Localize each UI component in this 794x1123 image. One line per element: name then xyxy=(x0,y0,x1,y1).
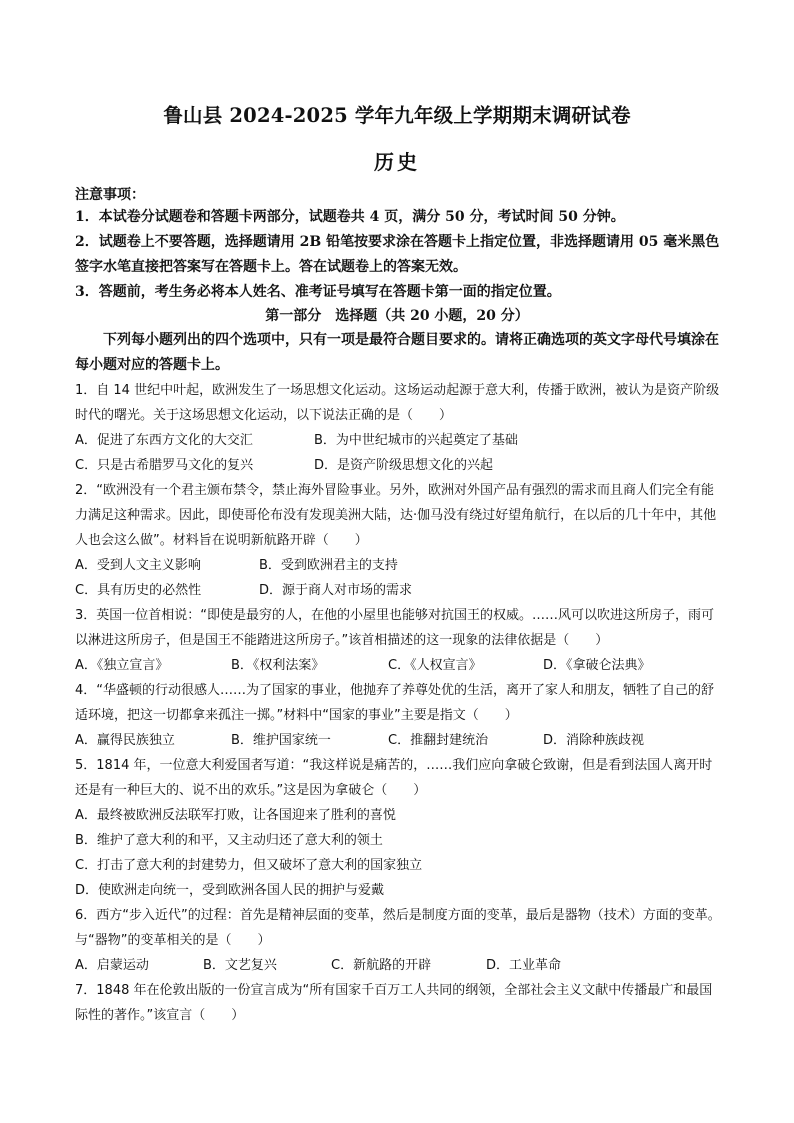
option-c: C．具有历史的必然性 xyxy=(75,583,202,598)
question-4-stem: 4．“华盛顿的行动很感人……为了国家的事业，他抛弃了养尊处优的生活，离开了家人和朋友，牺牲了自己的舒适环境，把这一切都拿来孤注一掷。”材料中“国家的事业”主要是指文（ ） xyxy=(75,683,715,723)
option-c: C．只是古希腊罗马文化的复兴 xyxy=(75,458,254,473)
question-2-stem: 2．“欧洲没有一个君主颁布禁令，禁止海外冒险事业。另外，欧洲对外国产品有强烈的需求而且商人们完全有能力满足这种需求。因此，即使哥伦布没有发现美洲大陆，达·伽马没有绕过好望角航行，在以后的几十年中，其他人也会这么做”。材料旨在说明新航路开辟（ ） xyxy=(75,483,717,548)
notes-heading: 注意事项： xyxy=(75,187,145,203)
option-a: A．启蒙运动 xyxy=(75,958,149,973)
question-5-option-c: C．打击了意大利的封建势力，但又破坏了意大利的国家独立 xyxy=(75,858,423,873)
question-7-stem: 7．1848 年在伦敦出版的一份宣言成为“所有国家千百万工人共同的纲领，全部社会主义文献中传播最广和最国际性的著作。”该宣言（ ） xyxy=(75,983,713,1023)
option-a: A．促进了东西方文化的大交汇 xyxy=(75,433,253,448)
note-item: 1．本试卷分试题卷和答题卡两部分，试题卷共 4 页，满分 50 分，考试时间 50 分钟。 xyxy=(75,209,625,225)
exam-title: 鲁山县 2024-2025 学年九年级上学期期末调研试卷 xyxy=(163,104,631,127)
subject-title: 历史 xyxy=(374,150,420,174)
option-c: C．新航路的开辟 xyxy=(331,958,432,973)
question-5-stem: 5．1814 年，一位意大利爱国者写道：“我这样说是痛苦的，……我们应向拿破仑致谢，但是看到法国人离开时还是有一种巨大的、说不出的欢乐。”这是因为拿破仑（ ） xyxy=(75,758,713,798)
note-item: 2．试题卷上不要答题，选择题请用 2B 铅笔按要求涂在答题卡上指定位置，非选择题请用 05 毫米黑色签字水笔直接把答案写在答题卡上。答在试题卷上的答案无效。 xyxy=(75,234,720,275)
option-d: D．《拿破仑法典》 xyxy=(543,658,651,673)
option-c: C．推翻封建统治 xyxy=(388,733,489,748)
option-c: C．《人权宣言》 xyxy=(388,658,482,673)
note-item: 3．答题前，考生务必将本人姓名、准考证号填写在答题卡第一面的指定位置。 xyxy=(75,284,561,300)
option-a: A．《独立宣言》 xyxy=(75,658,169,673)
option-b: B．受到欧洲君主的支持 xyxy=(259,558,398,573)
option-b: B．文艺复兴 xyxy=(203,958,277,973)
option-b: B．为中世纪城市的兴起奠定了基础 xyxy=(314,433,518,448)
option-d: D．是资产阶级思想文化的兴起 xyxy=(314,458,494,473)
section-header: 第一部分 选择题（共 20 小题，20 分） xyxy=(265,308,529,324)
option-d: D．源于商人对市场的需求 xyxy=(259,583,413,598)
option-d: D．工业革命 xyxy=(486,958,562,973)
question-5-option-a: A．最终被欧洲反法联军打败，让各国迎来了胜利的喜悦 xyxy=(75,808,396,823)
section-instruction: 下列每小题列出的四个选项中，只有一项是最符合题目要求的。请将正确选项的英文字母代号填涂在每小题对应的答题卡上。 xyxy=(75,332,719,373)
option-b: B．《权利法案》 xyxy=(231,658,325,673)
question-3-stem: 3．英国一位首相说：“即使是最穷的人，在他的小屋里也能够对抗国王的权威。……风可以吹进这所房子，雨可以淋进这所房子，但是国王不能踏进这所房子。”该首相描述的这一现象的法律依据是（ ） xyxy=(75,608,715,648)
question-1-stem: 1．自 14 世纪中叶起，欧洲发生了一场思想文化运动。这场运动起源于意大利，传播于欧洲，被认为是资产阶级时代的曙光。关于这场思想文化运动，以下说法正确的是（ ） xyxy=(75,383,720,423)
option-d: D．消除种族歧视 xyxy=(543,733,645,748)
option-b: B．维护国家统一 xyxy=(231,733,331,748)
question-5-option-d: D．使欧洲走向统一，受到欧洲各国人民的拥护与爱戴 xyxy=(75,883,385,898)
option-a: A．受到人文主义影响 xyxy=(75,558,201,573)
question-5-option-b: B．维护了意大利的和平，又主动归还了意大利的领土 xyxy=(75,833,383,848)
question-6-stem: 6．西方“步入近代”的过程：首先是精神层面的变革，然后是制度方面的变革，最后是器物（技术）方面的变革。与“器物”的变革相关的是（ ） xyxy=(75,908,721,948)
option-a: A．赢得民族独立 xyxy=(75,733,175,748)
